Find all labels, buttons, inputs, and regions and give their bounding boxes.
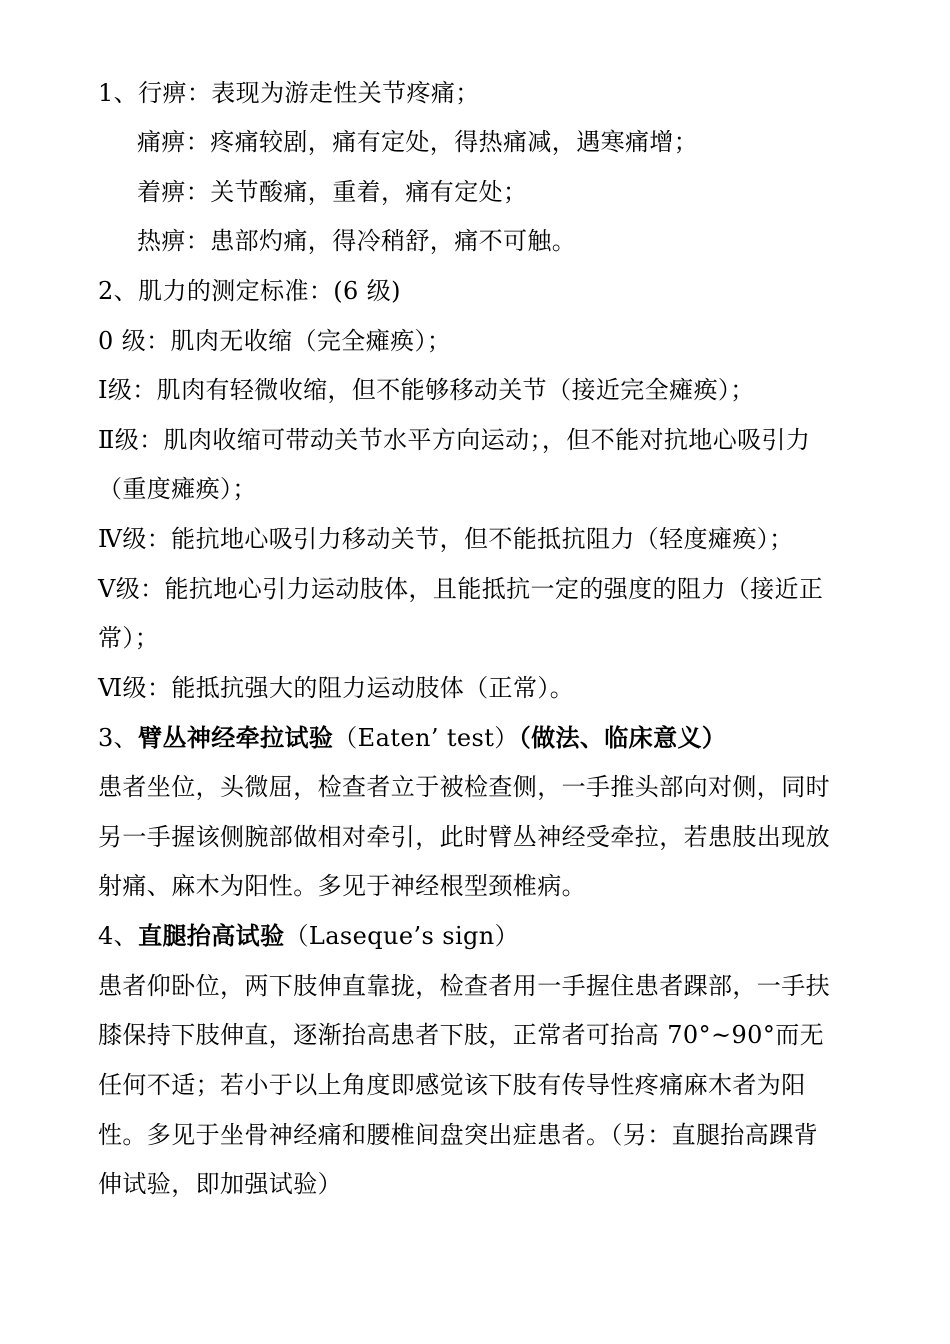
muscle-strength-heading: 2、肌力的测定标准：(6 级)	[98, 277, 401, 305]
section-number: 4、	[98, 922, 139, 950]
straight-leg-raise-text-1: 患者仰卧位，两下肢伸直靠拢，检查者用一手握住患者踝部，一手扶	[98, 972, 830, 1000]
brachial-plexus-text-2: 另一手握该侧腕部做相对牵引，此时臂丛神经受牵拉，若患肢出现放	[98, 823, 830, 851]
straight-leg-raise-text-4: 性。多见于坐骨神经痛和腰椎间盘突出症患者。（另：直腿抬高踝背	[98, 1121, 818, 1149]
grade-0: 0 级：肌肉无收缩（完全瘫痪）；	[98, 327, 452, 355]
grade-2-line1: Ⅱ级：肌肉收缩可带动关节水平方向运动；，但不能对抗地心吸引力	[98, 426, 811, 454]
grade-5-line2: 常）；	[98, 624, 160, 652]
section-number: 3、	[98, 724, 139, 752]
bi-type-xingbi: 1、行痹：表现为游走性关节疼痛；	[98, 79, 480, 107]
grade-2-line2: （重度瘫痪）；	[98, 475, 257, 503]
section-english-name: （Eaten’ test）	[333, 724, 519, 752]
bi-type-zhuobi: 着痹：关节酸痛，重着，痛有定处；	[137, 178, 528, 206]
grade-6: Ⅵ级：能抵抗强大的阻力运动肢体（正常）。	[98, 674, 575, 702]
grade-1: Ⅰ级：肌肉有轻微收缩，但不能够移动关节（接近完全瘫痪）；	[98, 376, 755, 404]
straight-leg-raise-text-3: 任何不适；若小于以上角度即感觉该下肢有传导性疼痛麻木者为阳	[98, 1071, 806, 1099]
bi-type-tongbi: 痛痹：疼痛较剧，痛有定处，得热痛减，遇寒痛增；	[137, 128, 699, 156]
grade-4: Ⅳ级：能抗地心吸引力移动关节，但不能抵抗阻力（轻度瘫痪）；	[98, 525, 794, 553]
bi-type-rebi: 热痹：患部灼痛，得冷稍舒，痛不可触。	[137, 227, 577, 255]
section-title: 臂丛神经牵拉试验	[138, 723, 334, 752]
straight-leg-raise-text-5: 伸试验，即加强试验）	[98, 1170, 342, 1198]
section-note: （做法、临床意义）	[518, 723, 727, 752]
section-english-name: （Laseque’s sign）	[284, 922, 520, 950]
straight-leg-raise-text-2: 膝保持下肢伸直，逐渐抬高患者下肢，正常者可抬高 70°~90°而无	[98, 1021, 825, 1049]
brachial-plexus-text-1: 患者坐位，头微屈，检查者立于被检查侧，一手推头部向对侧，同时	[98, 773, 830, 801]
section-title: 直腿抬高试验	[138, 921, 285, 950]
brachial-plexus-text-3: 射痛、麻木为阳性。多见于神经根型颈椎病。	[98, 872, 586, 900]
brachial-plexus-heading	[98, 723, 726, 753]
straight-leg-raise-heading	[98, 921, 519, 951]
grade-5-line1: Ⅴ级：能抗地心引力运动肢体，且能抵抗一定的强度的阻力（接近正	[98, 575, 824, 603]
